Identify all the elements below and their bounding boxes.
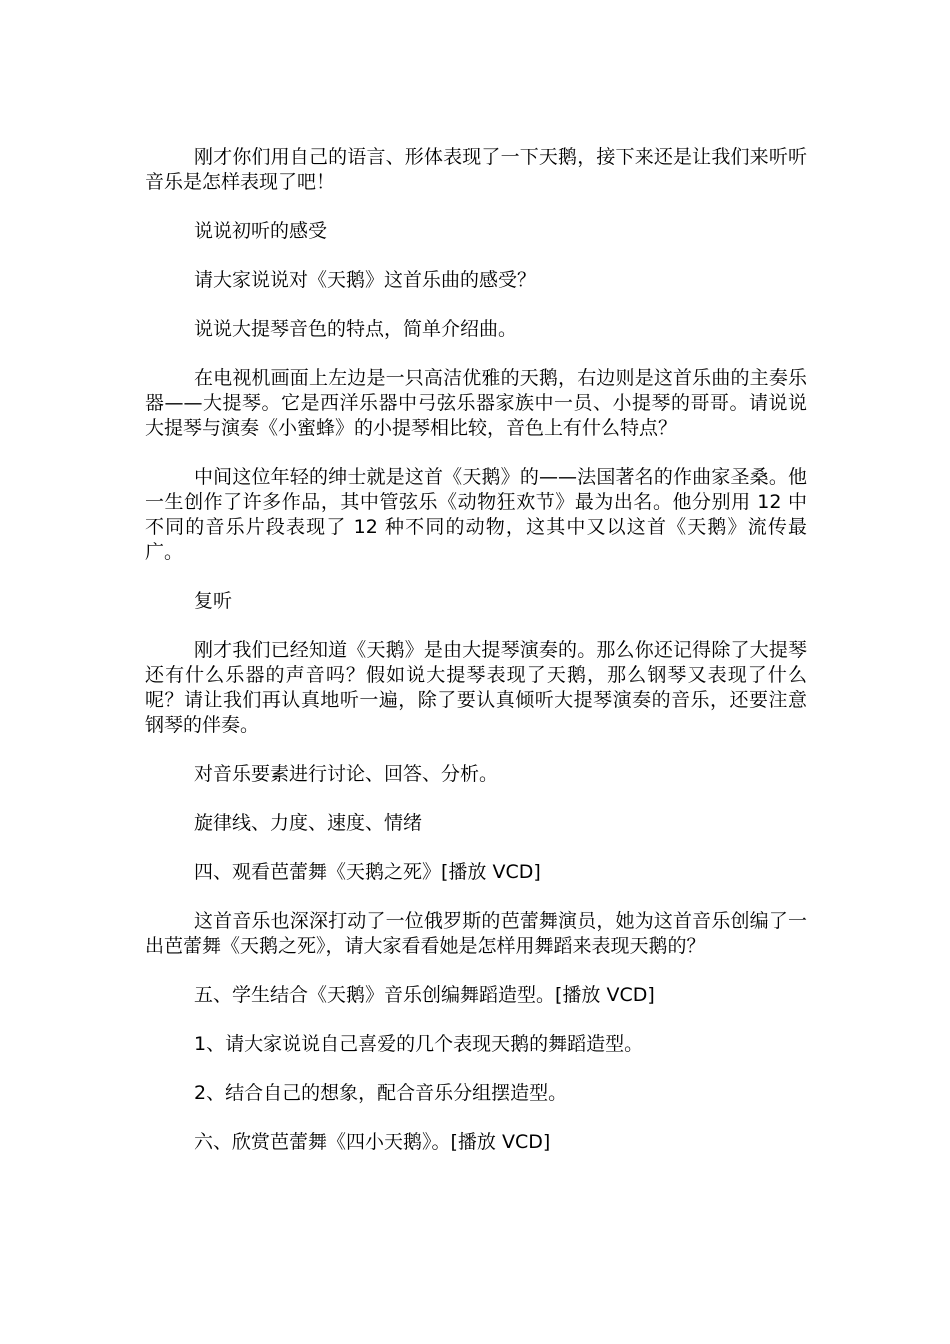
paragraph-music-elements: 对音乐要素进行讨论、回答、分析。 (194, 763, 499, 785)
document-body (145, 145, 807, 1179)
paragraph-section-six: 六、欣赏芭蕾舞《四小天鹅》。[播放 VCD] (194, 1131, 551, 1153)
paragraph-piano-accompaniment: 刚才我们已经知道《天鹅》是由大提琴演奏的。那么你还记得除了大提琴还有什么乐器的声音吗？假如说大提琴表现了天鹅，那么钢琴又表现了什么呢？请让我们再认真地听一遍，除了要认真倾听大提琴演奏的音乐，还要注意钢琴的伴奏。 (145, 639, 807, 736)
paragraph-ballet-dying-swan: 这首音乐也深深打动了一位俄罗斯的芭蕾舞演员，她为这首音乐创编了一出芭蕾舞《天鹅之死》，请大家看看她是怎样用舞蹈来表现天鹅的？ (145, 910, 807, 957)
paragraph-cello-timbre: 说说大提琴音色的特点，简单介绍曲。 (194, 318, 518, 340)
paragraph-section-five: 五、学生结合《天鹅》音乐创编舞蹈造型。[播放 VCD] (194, 984, 655, 1006)
paragraph-section-four: 四、观看芭蕾舞《天鹅之死》[播放 VCD] (194, 861, 541, 883)
paragraph-cello-description: 在电视机画面上左边是一只高洁优雅的天鹅，右边则是这首乐曲的主奏乐器——大提琴。它是西洋乐器中弓弦乐器家族中一员、小提琴的哥哥。请说说大提琴与演奏《小蜜蜂》的小提琴相比较，音色上有什么特点？ (145, 367, 807, 439)
paragraph-step-two: 2、结合自己的想象，配合音乐分组摆造型。 (194, 1082, 568, 1104)
paragraph-question-feelings: 请大家说说对《天鹅》这首乐曲的感受？ (194, 269, 537, 291)
paragraph-first-listen-heading: 说说初听的感受 (194, 220, 328, 242)
paragraph-elements-list: 旋律线、力度、速度、情绪 (194, 812, 423, 834)
paragraph-relisten-heading: 复听 (194, 590, 233, 612)
paragraph-composer-saint-saens: 中间这位年轻的绅士就是这首《天鹅》的——法国著名的作曲家圣桑。他一生创作了许多作品，其中管弦乐《动物狂欢节》最为出名。他分别用 12 中不同的音乐片段表现了 12 种不同的动物，这其中又以这首《天鹅》流传最广。 (145, 466, 807, 563)
paragraph-step-one: 1、请大家说说自己喜爱的几个表现天鹅的舞蹈造型。 (194, 1033, 644, 1055)
paragraph-intro-listen: 刚才你们用自己的语言、形体表现了一下天鹅，接下来还是让我们来听听音乐是怎样表现了吧！ (145, 146, 807, 193)
